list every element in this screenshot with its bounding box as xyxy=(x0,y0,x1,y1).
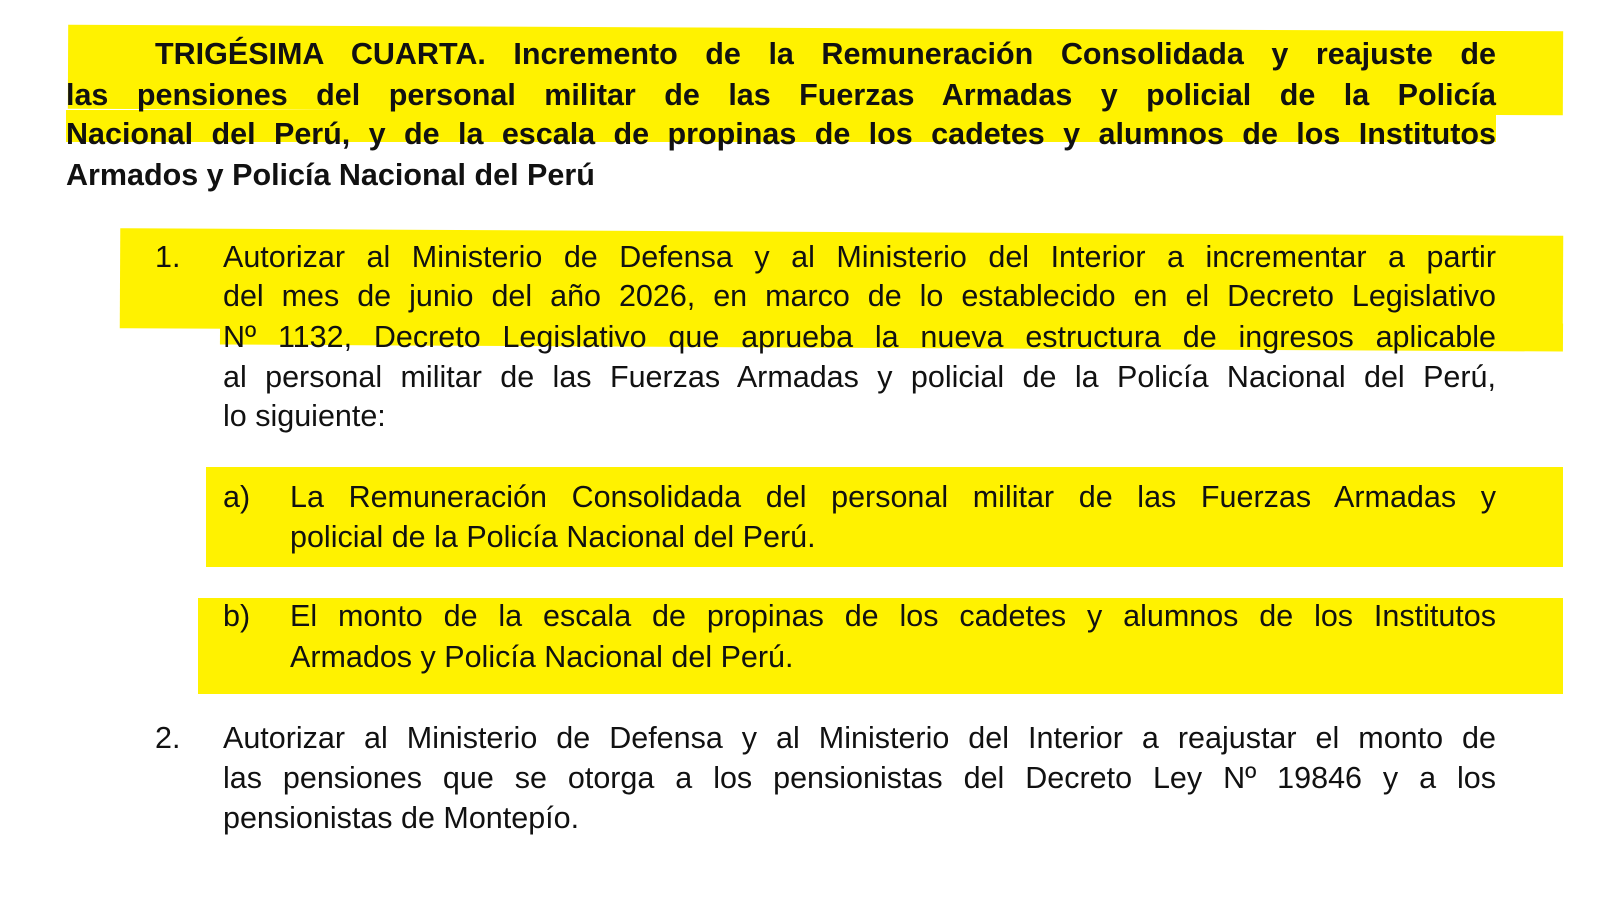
item-line: al personal militar de las Fuerzas Armadas y policial de la Policía Nacional del Perú, xyxy=(223,360,1496,394)
item-line: Autorizar al Ministerio de Defensa y al Ministerio del Interior a incrementar a partir xyxy=(223,240,1496,274)
item-line: del mes de junio del año 2026, en marco de lo establecido en el Decreto Legislativo xyxy=(223,279,1496,313)
sub-item-letter: b) xyxy=(223,599,251,633)
sub-item-letter: a) xyxy=(223,480,251,514)
sub-item-line: policial de la Policía Nacional del Perú. xyxy=(290,520,816,554)
heading-line: TRIGÉSIMA CUARTA. Incremento de la Remuneración Consolidada y reajuste de xyxy=(155,37,1496,71)
heading-line: Nacional del Perú, y de la escala de propinas de los cadetes y alumnos de los Institutos xyxy=(66,117,1496,151)
heading-line: Armados y Policía Nacional del Perú xyxy=(66,158,595,192)
sub-item-line: El monto de la escala de propinas de los cadetes y alumnos de los Institutos xyxy=(290,599,1496,633)
item-line: Autorizar al Ministerio de Defensa y al Ministerio del Interior a reajustar el monto de xyxy=(223,721,1496,755)
item-line: las pensiones que se otorga a los pensionistas del Decreto Ley Nº 19846 y a los xyxy=(223,761,1496,795)
item-number: 2. xyxy=(155,721,181,755)
item-number: 1. xyxy=(155,240,181,274)
sub-item-line: Armados y Policía Nacional del Perú. xyxy=(290,640,794,674)
item-line: Nº 1132, Decreto Legislativo que aprueba la nueva estructura de ingresos aplicable xyxy=(223,320,1496,354)
item-line: pensionistas de Montepío. xyxy=(223,801,580,835)
item-line: lo siguiente: xyxy=(223,399,386,433)
sub-item-line: La Remuneración Consolidada del personal militar de las Fuerzas Armadas y xyxy=(290,480,1496,514)
heading-line: las pensiones del personal militar de las Fuerzas Armadas y policial de la Policía xyxy=(66,78,1496,112)
